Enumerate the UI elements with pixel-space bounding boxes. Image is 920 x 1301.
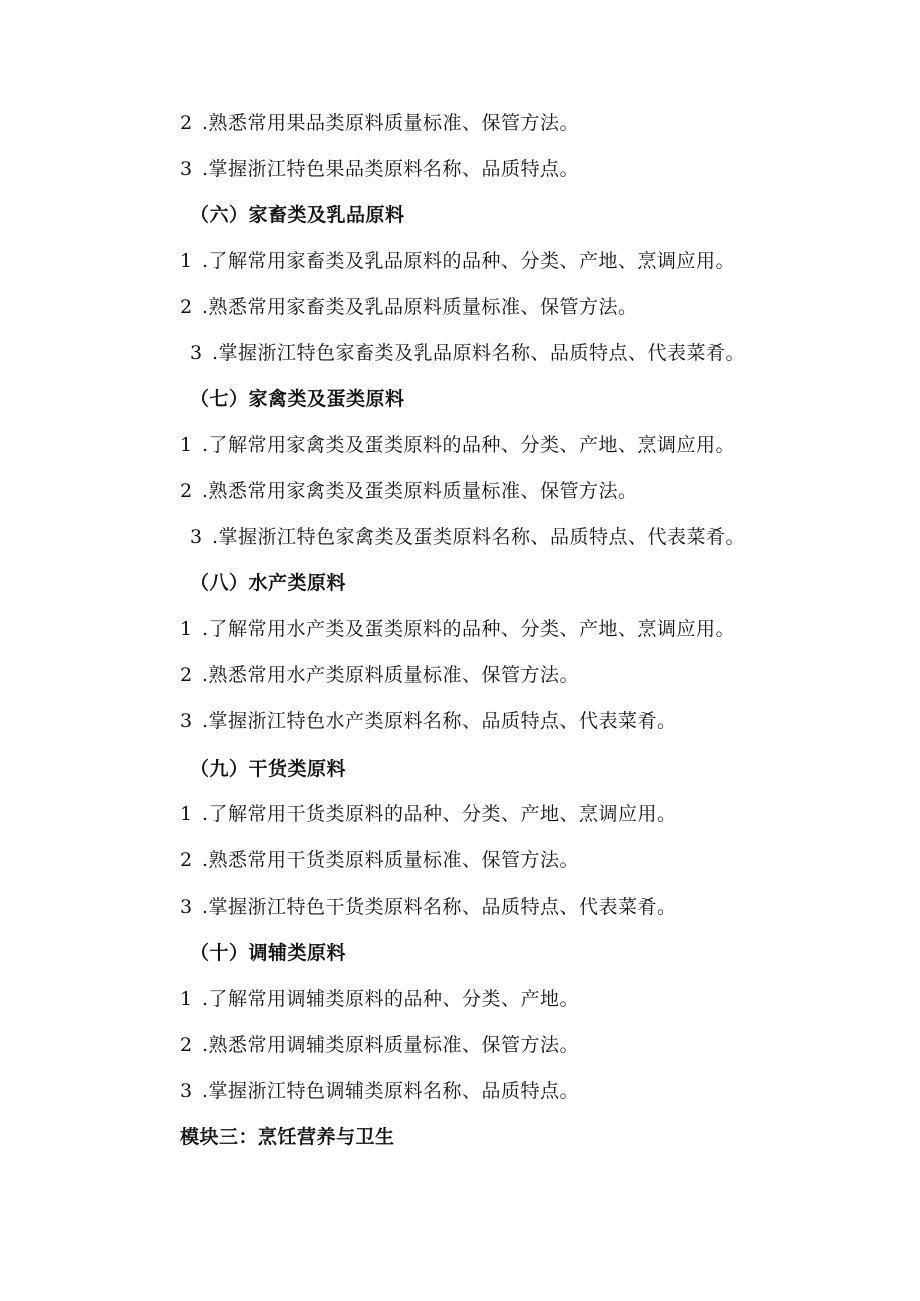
- module-heading: 模块三：烹饪营养与卫生: [180, 1126, 395, 1148]
- item-line: [180, 802, 677, 826]
- item-text: .掌握浙江特色家畜类及乳品原料名称、品质特点、代表菜肴。: [212, 342, 746, 364]
- item-number: 1: [180, 434, 193, 456]
- item-line: [180, 663, 579, 687]
- item-line: [180, 848, 579, 872]
- section-heading: （六）家畜类及乳品原料: [190, 204, 405, 226]
- item-number: 2: [180, 664, 193, 686]
- item-number: 2: [180, 112, 193, 134]
- section-heading: （九）干货类原料: [190, 758, 347, 780]
- item-text: .熟悉常用水产类原料质量标准、保管方法。: [202, 664, 580, 686]
- item-number: 1: [180, 803, 193, 825]
- item-number: 2: [180, 849, 193, 871]
- item-text: .了解常用调辅类原料的品种、分类、产地。: [202, 988, 580, 1010]
- item-text: .熟悉常用干货类原料质量标准、保管方法。: [202, 849, 580, 871]
- item-text: .掌握浙江特色干货类原料名称、品质特点、代表菜肴。: [202, 896, 677, 918]
- item-line: [180, 987, 579, 1011]
- section-heading: （十）调辅类原料: [190, 942, 347, 964]
- item-line: [180, 111, 579, 135]
- item-number: 3: [190, 342, 203, 364]
- item-text: .掌握浙江特色家禽类及蛋类原料名称、品质特点、代表菜肴。: [212, 526, 746, 548]
- item-text: .掌握浙江特色果品类原料名称、品质特点。: [202, 158, 580, 180]
- item-text: .掌握浙江特色水产类原料名称、品质特点、代表菜肴。: [202, 710, 677, 732]
- item-text: .了解常用家畜类及乳品原料的品种、分类、产地、烹调应用。: [202, 250, 736, 272]
- item-number: 1: [180, 988, 193, 1010]
- item-number: 1: [180, 250, 193, 272]
- item-line: [180, 1079, 579, 1103]
- item-line: [180, 295, 638, 319]
- item-line: [180, 433, 735, 457]
- item-text: .了解常用干货类原料的品种、分类、产地、烹调应用。: [202, 803, 677, 825]
- item-text: .了解常用家禽类及蛋类原料的品种、分类、产地、烹调应用。: [202, 434, 736, 456]
- item-line: [180, 479, 638, 503]
- item-line: [190, 341, 745, 365]
- section-heading: （八）水产类原料: [190, 572, 347, 594]
- item-text: .熟悉常用家禽类及蛋类原料质量标准、保管方法。: [202, 480, 638, 502]
- item-text: .熟悉常用果品类原料质量标准、保管方法。: [202, 112, 580, 134]
- section-heading: （七）家禽类及蛋类原料: [190, 388, 405, 410]
- item-number: 2: [180, 1034, 193, 1056]
- item-number: 3: [190, 526, 203, 548]
- item-text: .了解常用水产类及蛋类原料的品种、分类、产地、烹调应用。: [202, 618, 736, 640]
- item-text: .熟悉常用家畜类及乳品原料质量标准、保管方法。: [202, 296, 638, 318]
- item-number: 3: [180, 710, 193, 732]
- item-number: 1: [180, 618, 193, 640]
- item-line: [180, 709, 677, 733]
- item-number: 3: [180, 1080, 193, 1102]
- item-line: [180, 895, 677, 919]
- item-text: .掌握浙江特色调辅类原料名称、品质特点。: [202, 1080, 580, 1102]
- item-line: [180, 1033, 579, 1057]
- item-number: 2: [180, 296, 193, 318]
- item-text: .熟悉常用调辅类原料质量标准、保管方法。: [202, 1034, 580, 1056]
- item-line: [190, 525, 745, 549]
- item-line: [180, 157, 579, 181]
- item-number: 3: [180, 158, 193, 180]
- item-number: 3: [180, 896, 193, 918]
- item-number: 2: [180, 480, 193, 502]
- item-line: [180, 249, 735, 273]
- item-line: [180, 617, 735, 641]
